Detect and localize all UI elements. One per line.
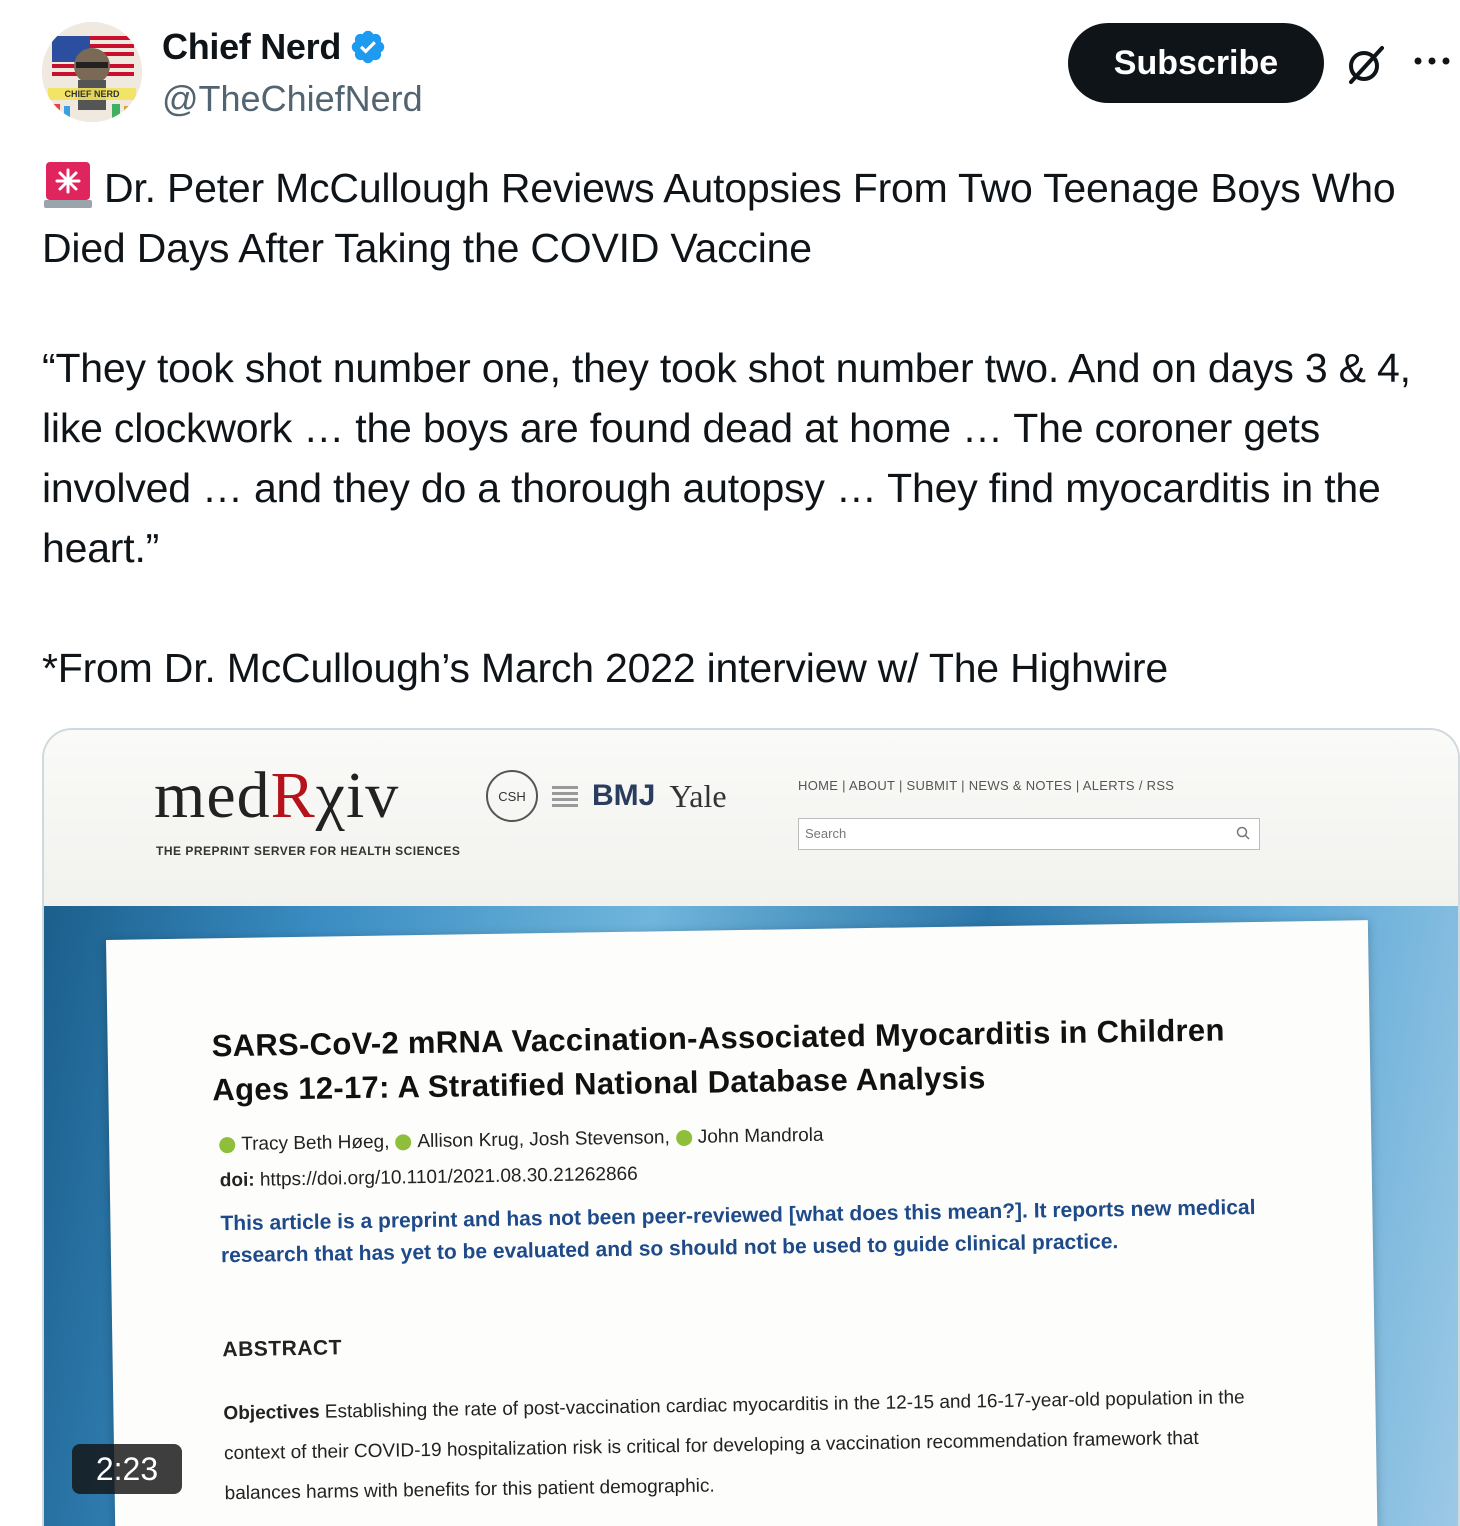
siren-icon xyxy=(42,158,94,210)
search-placeholder: Search xyxy=(805,826,847,841)
video-duration: 2:23 xyxy=(72,1444,182,1494)
avatar-image xyxy=(42,22,142,122)
avatar[interactable] xyxy=(42,22,142,122)
tweet-source: *From Dr. McCullough’s March 2022 interview w/ The Highwire xyxy=(42,645,1168,691)
csh-lines-icon xyxy=(552,786,578,807)
subscribe-button[interactable]: Subscribe xyxy=(1068,23,1324,103)
objectives-label: Objectives xyxy=(223,1401,320,1425)
search-icon xyxy=(1235,825,1251,841)
partner-logos xyxy=(486,770,727,822)
abstract-heading: ABSTRACT xyxy=(222,1336,343,1362)
orcid-icon xyxy=(395,1134,411,1150)
objectives-text: Establishing the rate of post-vaccination cardiac myocarditis in the 12-15 and 16-17-year-old population in the context of their COVID-19 hospitalization risk is critical for developing a vaccination recommendation framework that balances harms with benefits for this patient demographic. xyxy=(223,1387,1245,1505)
author-name: Tracy Beth Høeg, xyxy=(241,1131,390,1155)
bmj-logo: BMJ xyxy=(592,779,656,812)
orcid-icon xyxy=(676,1130,692,1146)
verified-badge-icon[interactable] xyxy=(349,28,387,66)
video-player[interactable] xyxy=(42,728,1460,1526)
medrxiv-tagline: THE PREPRINT SERVER FOR HEALTH SCIENCES xyxy=(156,844,461,858)
more-icon[interactable] xyxy=(1408,46,1456,76)
csh-logo: CSH xyxy=(486,770,538,822)
medrxiv-nav: HOME | ABOUT | SUBMIT | NEWS & NOTES | ALERTS / RSS xyxy=(798,778,1175,793)
orcid-icon xyxy=(219,1137,235,1153)
grok-icon[interactable] xyxy=(1342,40,1390,88)
medrxiv-logo: medRχiv xyxy=(154,759,400,832)
medrxiv-header xyxy=(44,730,1458,906)
preprint-notice: This article is a preprint and has not been peer-reviewed [what does this mean?]. It reports new medical research that has yet to be evaluated and so should not be used to guide clinical practice. xyxy=(220,1195,1256,1268)
author-name: John Mandrola xyxy=(697,1124,824,1148)
medrxiv-search xyxy=(798,818,1260,850)
display-name[interactable]: Chief Nerd xyxy=(162,26,342,67)
tweet-headline-text: Dr. Peter McCullough Reviews Autopsies From Two Teenage Boys Who Died Days After Taking the COVID Vaccine xyxy=(42,165,1396,271)
user-handle[interactable]: @TheChiefNerd xyxy=(162,78,423,119)
yale-logo: Yale xyxy=(669,777,727,814)
tweet-text xyxy=(42,158,1452,698)
tweet-quote: “They took shot number one, they took shot number two. And on days 3 & 4, like clockwork … the boys are found dead at home … The coroner gets involved … and they do a thorough autopsy … They find myocarditis in the heart.” xyxy=(42,345,1411,571)
paper-doi xyxy=(220,1164,638,1193)
svg-text:CHIEF NERD: CHIEF NERD xyxy=(64,89,120,99)
author-name: Allison Krug, Josh Stevenson, xyxy=(417,1127,670,1153)
paper-authors xyxy=(219,1125,824,1156)
doi-label: doi: xyxy=(219,1169,255,1192)
abstract-objectives xyxy=(223,1378,1255,1514)
paper-title: SARS-CoV-2 mRNA Vaccination-Associated Myocarditis in Children Ages 12-17: A Stratified National Database Analysis xyxy=(211,1012,1225,1108)
tweet-headline xyxy=(42,158,1452,278)
doi-value: https://doi.org/10.1101/2021.08.30.21262866 xyxy=(259,1163,638,1191)
paper-page xyxy=(106,920,1378,1526)
